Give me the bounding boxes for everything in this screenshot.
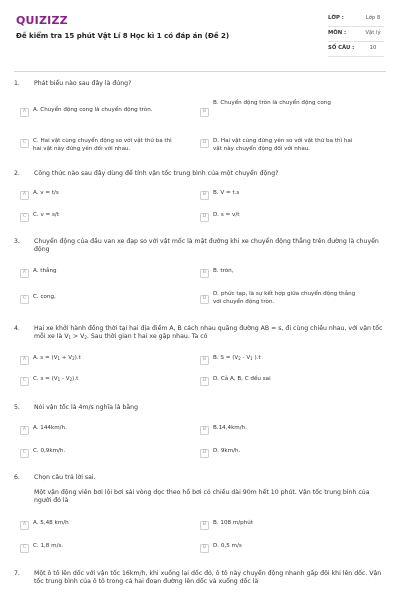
option-text [213,355,261,363]
option-letter-box: C [20,544,29,553]
option-a[interactable] [20,425,180,435]
worksheet-header [14,0,386,72]
formula-part: A. s = (V [33,355,58,361]
formula-part: B. S = (V [213,355,239,361]
option-text: B. Chuyển động tròn là chuyển động cong [213,100,331,106]
meta-key: SỐ CÂU : [328,45,355,52]
subscript: 2 [69,377,73,382]
option-text [33,376,78,384]
formula-part: ).t [252,355,261,361]
option-letter-box: B [200,521,209,530]
option-letter-box: D [200,449,209,458]
option-text [33,355,81,363]
option-c[interactable] [20,376,180,386]
question-number: 2. [14,170,20,177]
subscript: 1 [68,335,72,341]
option-text: D. 9km/h. [213,448,241,454]
subscript: 2 [84,335,87,341]
option-d[interactable] [200,543,360,553]
option-letter-box: B [200,191,209,200]
option-text: B.14,4km/h. [213,425,247,431]
meta-row-class [328,12,384,27]
option-text: C. 0,9km/h. [33,448,66,454]
option-text: B. 108 m/phút [213,520,254,526]
formula-part: ).t [72,376,79,382]
formula-part: - V [60,376,70,382]
subscript: 2 [72,356,75,361]
option-b[interactable] [200,520,360,530]
option-text: C. Hai vật cùng chuyển động so với vật thứ ba thì hai vật này đứng yên đối với nhau. [33,138,172,152]
option-text: B. V = t.s [213,190,240,196]
question-text [34,325,386,342]
option-b[interactable] [200,190,360,200]
option-a[interactable] [20,107,180,117]
question-number: 5. [14,404,20,411]
question-number: 1. [14,80,20,87]
option-b[interactable] [200,425,360,435]
option-c[interactable] [20,138,180,154]
question-number: 7. [14,570,20,577]
option-letter-box: C [20,213,29,222]
subscript: 1 [57,377,61,382]
option-text: D. s = v/t [213,212,240,218]
option-c[interactable] [20,294,180,304]
option-letter-box: C [20,139,29,148]
option-letter-box: A [20,426,29,435]
meta-value: Lớp 8 [365,15,381,22]
quizizz-logo: QUIZIZZ [16,14,68,27]
option-text: D. Cả A, B, C đều sai [213,376,271,382]
option-text: D. Hai vật cùng đứng yên so với vật thứ ba thì hai vật này chuyển động đối với nhau. [213,138,353,152]
option-d[interactable] [200,448,360,458]
option-letter-box: B [200,426,209,435]
option-letter-box: B [200,108,209,117]
option-text: A. thẳng [33,268,57,274]
option-d[interactable] [200,138,360,154]
option-b[interactable] [200,268,360,278]
question-text: Phát biểu nào sau đây là đúng? [34,80,132,87]
option-letter-box: C [20,295,29,304]
option-a[interactable] [20,190,180,200]
option-letter-box: D [200,213,209,222]
meta-key: LỚP : [328,15,344,22]
question-text-part: Hai xe khởi hành đồng thời tại hai địa điểm A, B cách nhau quãng đường AB = s, đi cùng chiều nhau, với vận tốc mỗi xe là V [34,325,383,341]
option-letter-box: D [200,377,209,386]
question-text: Nói vận tốc là 4m/s nghĩa là bằng [34,404,139,411]
option-b[interactable] [200,355,360,365]
question-text: Một vận động viên bơi lội bơi sải vòng dọc theo hồ bơi có chiều dài 90m hết 10 phút. Vận tốc trung bình của người đó là [34,489,370,505]
option-c[interactable] [20,448,180,458]
option-letter-box: A [20,108,29,117]
option-text: D. 0,5 m/s [213,543,242,549]
question-text-part: . Sau thời gian t hai xe gặp nhau. Ta có [86,333,208,341]
formula-part: C. s = (V [33,376,58,382]
option-letter-box: D [200,139,209,148]
option-a[interactable] [20,520,180,530]
option-a[interactable] [20,268,180,278]
option-d[interactable] [200,212,360,222]
option-c[interactable] [20,543,180,553]
option-text: A. 144km/h. [33,425,67,431]
option-text: A. 5,48 km/h [33,520,69,526]
subscript: 1 [57,356,60,361]
question-number: 6. [14,474,20,481]
option-text: C. cong, [33,294,56,300]
formula-part: - V [240,355,251,361]
option-text: C. v = s/t [33,212,60,218]
option-letter-box: A [20,269,29,278]
meta-row-count [328,42,384,57]
option-letter-box: B [200,356,209,365]
option-d[interactable] [200,376,360,386]
question-number: 4. [14,325,20,332]
option-letter-box: A [20,521,29,530]
question-number: 3. [14,238,20,245]
option-text: D. phức tạp, là sự kết hợp giữa chuyển động thẳng với chuyển động tròn. [213,291,356,305]
option-letter-box: A [20,191,29,200]
option-letter-box: B [200,269,209,278]
option-letter-box: C [20,449,29,458]
question-text: Một ô tô lên dốc với vận tốc 16km/h, khi xuống lại dốc đó, ô tô này chuyển động nhanh gấp đôi khi lên dốc. Vận tốc trung bình của ô tô trong cả hai đoạn đường lên dốc và xuống dốc là [34,570,382,586]
meta-value: 10 [369,45,377,52]
option-text: A. Chuyển động cong là chuyển động tròn. [33,107,153,113]
option-letter-box: D [200,544,209,553]
subscript: 1 [250,356,253,361]
option-letter-box: C [20,377,29,386]
subscript: 2 [238,356,241,361]
option-text: C. 1,8 m/s. [33,543,64,549]
question-text: Chọn câu trả lời sai. [34,474,96,481]
meta-key: MÔN : [328,30,347,37]
option-c[interactable] [20,212,180,222]
meta-value: Vật lý [365,30,381,37]
formula-part: ).t [74,355,81,361]
meta-row-subject [328,27,384,42]
option-b[interactable] [200,100,360,117]
question-text: Chuyển động của đầu van xe đạp so với vật mốc là mặt đường khi xe chuyển động thẳng trên đường là chuyển động [34,238,379,254]
option-text: B. tròn, [213,268,234,274]
option-letter-box: D [200,295,209,304]
option-letter-box: A [20,356,29,365]
option-text: A. v = t/s [33,190,59,196]
option-a[interactable] [20,355,180,365]
question-text: Công thức nào sau đây dùng để tính vận tốc trung bình của một chuyển động? [34,170,279,177]
option-d[interactable] [200,291,360,307]
page-title: Đề kiểm tra 15 phút Vật Lí 8 Học kì 1 có đáp án (Đề 2) [16,32,230,40]
meta-table [328,12,384,57]
formula-part: + V [60,355,73,361]
question-text-part: > V [71,333,85,341]
